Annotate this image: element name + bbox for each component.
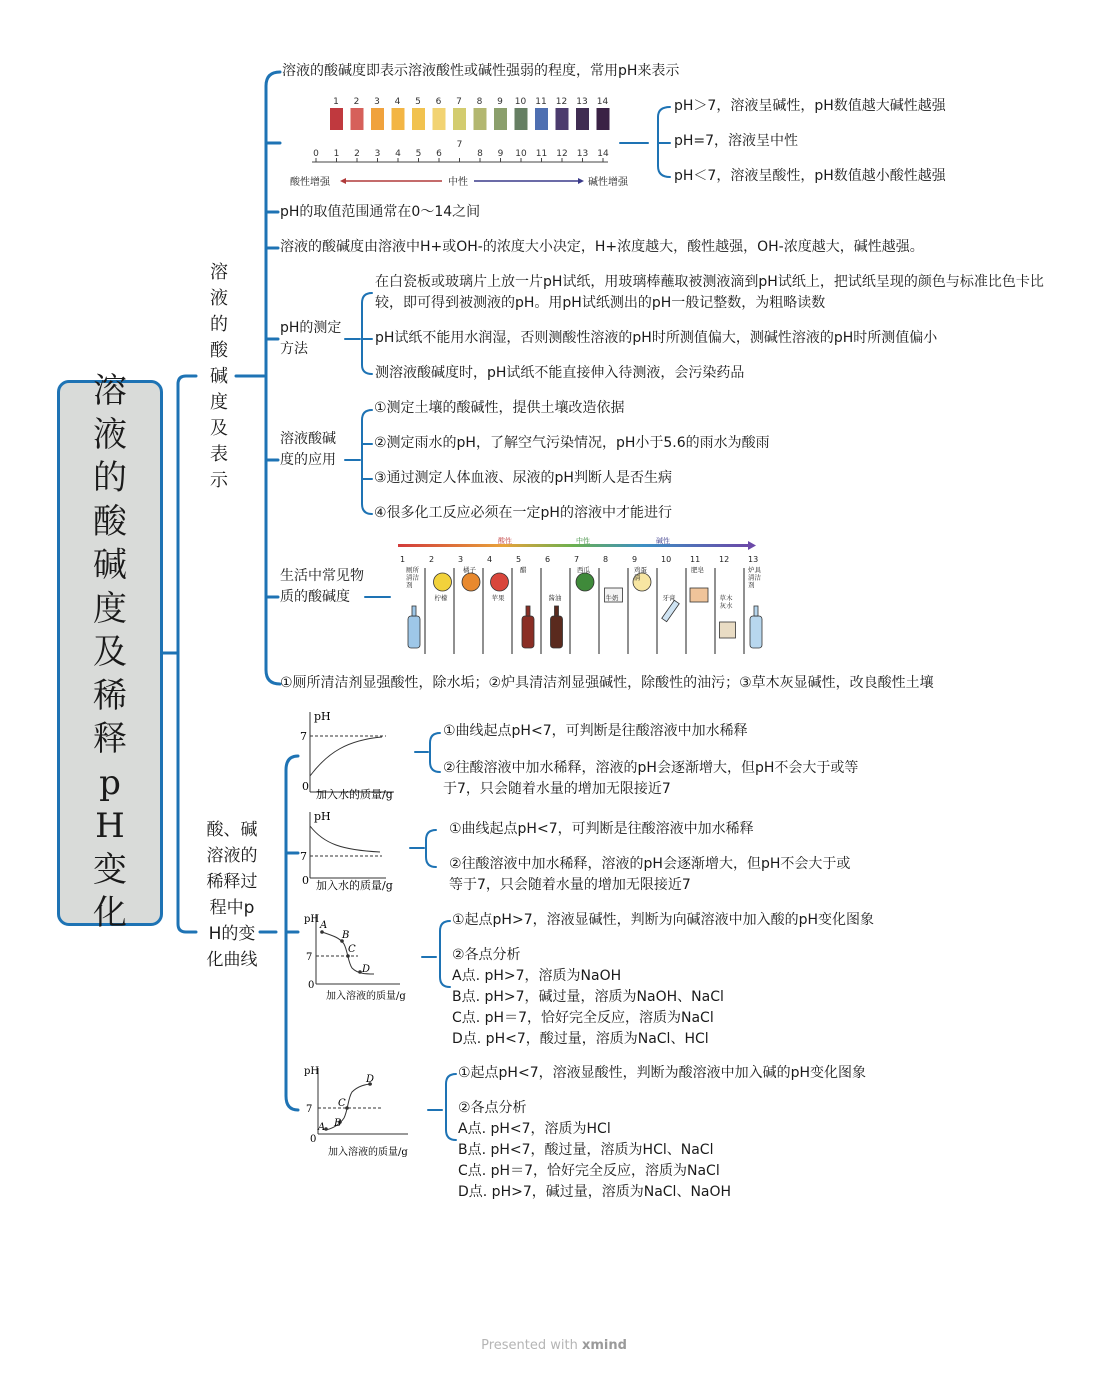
ph-swatch — [515, 108, 528, 130]
chart1-ylabel: pH — [314, 710, 331, 723]
substance-bottle-neck — [555, 606, 559, 616]
chart3-origin: 0 — [308, 980, 315, 991]
method-item-3[interactable]: 测溶液酸碱度时，pH试纸不能直接伸入待测液，会污染药品 — [375, 365, 745, 381]
substance-fruit — [491, 573, 509, 591]
ph-scale-number: 6 — [435, 97, 442, 107]
substance-label: 西瓜 — [577, 566, 590, 574]
chart-acid-dilution-1 — [298, 708, 416, 800]
chart3-point-d: D — [362, 964, 371, 975]
ph-swatch — [330, 108, 343, 130]
ph-scale-number: 7 — [456, 97, 462, 107]
ph-axis-label: 10 — [515, 149, 527, 159]
chart2-y7: 7 — [300, 850, 307, 863]
substance-label: 牙膏 — [662, 594, 676, 602]
chart-acid-dilution-2 — [298, 808, 410, 892]
base-label: 碱性增强 — [588, 177, 628, 188]
chart2-origin: 0 — [302, 874, 309, 887]
substance-fruit — [462, 573, 480, 591]
ph-scale-number: 12 — [555, 97, 568, 107]
ph-axis-label: 2 — [354, 149, 360, 159]
chart4-item-4[interactable]: B点. pH<7，酸过量，溶质为HCl、NaCl — [458, 1142, 714, 1158]
ph-axis-label: 11 — [535, 149, 548, 159]
chart-acid-dilution-2-graphic — [298, 808, 410, 892]
common-scale-number: 2 — [429, 555, 435, 564]
chart3-xlabel: 加入溶液的质量/g — [326, 991, 406, 1002]
ph-axis-label: 4 — [395, 149, 401, 159]
footer-brand: xmind — [581, 1338, 627, 1353]
common-scale-number: 4 — [487, 555, 493, 564]
substance-bottle-neck — [754, 606, 758, 616]
substance-bottle-neck — [412, 606, 416, 616]
chart4-item-6[interactable]: D点. pH>7，碱过量，溶质为NaCl、NaOH — [458, 1184, 732, 1200]
cleaning-text[interactable]: ①厕所清洁剂显强酸性，除水垢；②炉具清洁剂显强碱性，除酸性的油污；③草木灰显碱性，改良酸性土壤 — [280, 675, 934, 691]
definition-text[interactable]: 溶液的酸碱度即表示溶液酸性或碱性强弱的程度，常用pH来表示 — [282, 63, 680, 79]
chart4-origin: 0 — [310, 1134, 317, 1145]
chart3-item-1[interactable]: ①起点pH>7，溶液显碱性，判断为向碱溶液中加入酸的pH变化图象 — [452, 912, 875, 928]
ph-axis-label: 12 — [556, 149, 568, 159]
common-substances-image — [394, 538, 762, 660]
substance-label: 醋 — [520, 566, 527, 574]
ph-swatch — [392, 108, 405, 130]
ph-swatch — [474, 108, 487, 130]
common-scale-number: 3 — [458, 555, 464, 564]
chart4-item-2[interactable]: ②各点分析 — [458, 1100, 527, 1116]
substance-box — [690, 588, 708, 602]
common-scale-number: 13 — [748, 555, 759, 564]
ph-scale-number: 10 — [514, 97, 527, 107]
chart4-y7: 7 — [306, 1104, 313, 1115]
root-topic[interactable] — [57, 371, 163, 934]
substance-label: 橘子 — [463, 566, 476, 574]
chart-base-plus-acid-graphic — [304, 908, 422, 1004]
chart3-item-2[interactable]: ②各点分析 — [452, 947, 521, 963]
ph-scale-image — [284, 90, 628, 190]
ph-swatch — [576, 108, 589, 130]
ph-axis-label: 8 — [477, 149, 483, 159]
chart3-point-c: C — [348, 944, 356, 955]
substance-label: 柠檬 — [434, 594, 448, 602]
chart3-item-5[interactable]: C点. pH＝7，恰好完全反应，溶质为NaCl — [452, 1010, 714, 1026]
substance-label: 肥皂 — [691, 566, 704, 574]
ph-axis-label: 1 — [333, 149, 340, 159]
chart-base-plus-acid — [304, 908, 422, 1004]
common-scale-number: 10 — [661, 555, 672, 564]
ph-axis-label: 0 — [313, 149, 319, 159]
substance-bottle — [551, 616, 563, 648]
chart4-point-d: D — [366, 1074, 375, 1085]
ph-axis-label: 14 — [597, 149, 609, 159]
chart3-y7: 7 — [306, 952, 313, 963]
ph-scale-number: 11 — [535, 97, 547, 107]
chart4-point-c: C — [338, 1098, 346, 1109]
chart3-ylabel: pH — [304, 914, 320, 925]
acid-arrowhead — [340, 178, 346, 184]
common-scale-number: 1 — [400, 555, 406, 564]
ph-axis-label: 6 — [436, 149, 442, 159]
chart3-point-b: B — [342, 930, 350, 941]
substance-label: 鸡蛋清 — [634, 566, 647, 582]
chart4-point-b: B — [334, 1118, 342, 1129]
chart-acid-plus-base — [304, 1062, 428, 1162]
chart-acid-dilution-1-graphic — [298, 708, 416, 800]
chart1-xlabel: 加入水的质量/g — [316, 788, 393, 801]
chart1-y7: 7 — [300, 730, 307, 743]
ph-scale-number: 3 — [374, 97, 380, 107]
ph-rule-acidic[interactable]: pH＜7，溶液呈酸性，pH数值越小酸性越强 — [674, 168, 946, 184]
substance-bottle — [408, 616, 420, 648]
ph-scale-number: 5 — [415, 97, 421, 107]
substance-label: 酱油 — [548, 594, 562, 602]
application-item-2[interactable]: ②测定雨水的pH，了解空气污染情况，pH小于5.6的雨水为酸雨 — [374, 435, 770, 451]
substance-bottle-neck — [526, 606, 530, 616]
ph-swatch — [453, 108, 466, 130]
ph-scale-number: 2 — [353, 97, 360, 107]
substance-label: 炉具清洁剂 — [748, 566, 761, 589]
common-scale-number: 9 — [632, 555, 638, 564]
footer-prefix: Presented with — [481, 1338, 578, 1353]
ph-swatch — [433, 108, 446, 130]
ph-axis-label: 3 — [374, 149, 381, 159]
substance-label: 苹果 — [491, 594, 505, 602]
chart3-item-3[interactable]: A点. pH>7，溶质为NaOH — [452, 968, 622, 984]
branch-title-dilution[interactable]: 酸、碱溶液的稀释过程中pH的变化曲线 — [206, 820, 258, 970]
ph-range-text[interactable]: pH的取值范围通常在0～14之间 — [280, 204, 481, 220]
chart1-item-1[interactable]: ①曲线起点pH<7，可判断是往酸溶液中加水稀释 — [443, 723, 748, 739]
ph-axis-label: 7 — [456, 140, 463, 150]
common-acid-label: 酸性 — [498, 537, 512, 545]
application-item-1[interactable]: ①测定土壤的酸碱性，提供土壤改造依据 — [374, 400, 625, 416]
chart3-point-a: A — [320, 920, 328, 931]
application-item-3[interactable]: ③通过测定人体血液、尿液的pH判断人是否生病 — [374, 470, 672, 486]
base-arrowhead — [578, 178, 584, 184]
ph-axis-label: 9 — [497, 149, 504, 159]
ph-swatch — [597, 108, 610, 130]
ph-scale-number: 4 — [394, 97, 401, 107]
ph-swatch — [556, 108, 569, 130]
substance-bottle — [522, 616, 534, 648]
ph-scale-number: 8 — [476, 97, 483, 107]
chart2-item-2[interactable]: ②往酸溶液中加水稀释，溶液的pH会逐渐增大，但pH不会大于或等于7，只会随着水量的增加无限接近7 — [449, 856, 851, 893]
method-label[interactable]: pH的测定方法 — [280, 320, 342, 357]
ph-swatch — [412, 108, 425, 130]
ph-cause-text[interactable]: 溶液的酸碱度由溶液中H+或OH-的浓度大小决定，H+浓度越大，酸性越强，OH-浓度越大，碱性越强。 — [280, 239, 924, 255]
substance-fruit — [576, 573, 594, 591]
chart2-item-1[interactable]: ①曲线起点pH<7，可判断是往酸溶液中加水稀释 — [449, 821, 754, 837]
common-scale-number: 8 — [603, 555, 609, 564]
method-item-2[interactable]: pH试纸不能用水润湿，否则测酸性溶液的pH时所测值偏大，测碱性溶液的pH时所测值偏小 — [375, 330, 938, 346]
common-scale-number: 6 — [545, 555, 551, 564]
common-substances-graphic — [394, 538, 762, 660]
ph-axis-label: 13 — [576, 149, 589, 159]
substance-bottle — [750, 616, 762, 648]
common-scale-number: 11 — [690, 555, 701, 564]
substance-label: 牛奶 — [605, 594, 619, 602]
application-item-4[interactable]: ④很多化工反应必须在一定pH的溶液中才能进行 — [374, 505, 672, 521]
ph-axis-label: 5 — [415, 149, 422, 159]
chart2-xlabel: 加入水的质量/g — [316, 879, 393, 892]
ph-scale-number: 13 — [576, 97, 588, 107]
substance-tube — [662, 600, 680, 621]
ph-swatch — [351, 108, 364, 130]
chart4-point-a: A — [318, 1122, 326, 1133]
chart4-item-5[interactable]: C点. pH＝7，恰好完全反应，溶质为NaCl — [458, 1163, 720, 1179]
common-scale-number: 7 — [574, 555, 580, 564]
ph-swatch — [535, 108, 548, 130]
chart3-item-6[interactable]: D点. pH<7，酸过量，溶质为NaCl、HCl — [452, 1031, 709, 1047]
chart2-ylabel: pH — [314, 810, 331, 823]
chart4-item-3[interactable]: A点. pH<7，溶质为HCl — [458, 1121, 611, 1137]
substance-cup — [720, 622, 736, 638]
acid-label: 酸性增强 — [290, 177, 330, 188]
common-neutral-label: 中性 — [576, 537, 590, 545]
chart4-item-1[interactable]: ①起点pH<7，溶液显酸性，判断为酸溶液中加入碱的pH变化图象 — [458, 1065, 867, 1081]
common-scale-number: 5 — [516, 555, 522, 564]
root-title: 溶液的酸碱度及稀释pH变化 — [93, 371, 127, 934]
application-label[interactable]: 溶液酸碱度的应用 — [280, 431, 336, 468]
method-item-1[interactable]: 在白瓷板或玻璃片上放一片pH试纸，用玻璃棒蘸取被测液滴到pH试纸上，把试纸呈现的颜色与标准比色卡比较，即可得到被测液的pH。用pH试纸测出的pH一般记整数，为粗略读数 — [375, 274, 1044, 311]
ph-swatch — [371, 108, 384, 130]
ph-scale-number: 14 — [596, 97, 609, 107]
substance-fruit — [434, 573, 452, 591]
footer-watermark — [0, 1338, 1108, 1353]
common-label[interactable]: 生活中常见物质的酸碱度 — [280, 568, 364, 605]
ph-rule-neutral[interactable]: pH=7，溶液呈中性 — [674, 133, 799, 149]
ph-scale-number: 1 — [333, 97, 339, 107]
substance-label: 厕所清洁剂 — [406, 566, 419, 589]
chart4-xlabel: 加入溶液的质量/g — [328, 1147, 408, 1158]
chart1-item-2[interactable]: ②往酸溶液中加水稀释，溶液的pH会逐渐增大，但pH不会大于或等于7，只会随着水量的增加无限接近7 — [443, 760, 859, 797]
chart4-ylabel: pH — [304, 1066, 320, 1077]
ph-scale-number: 9 — [497, 97, 503, 107]
neutral-label: 中性 — [448, 177, 468, 188]
ph-scale-graphic — [284, 90, 628, 190]
chart1-origin: 0 — [302, 780, 309, 793]
ph-swatch — [494, 108, 507, 130]
chart-acid-plus-base-graphic — [304, 1062, 428, 1162]
common-scale-number: 12 — [719, 555, 730, 564]
common-base-label: 碱性 — [656, 537, 670, 545]
substance-label: 草木灰水 — [719, 594, 733, 610]
branch-title-acidity[interactable]: 溶液的酸碱度及表示 — [210, 262, 228, 491]
ph-rule-basic[interactable]: pH＞7，溶液呈碱性，pH数值越大碱性越强 — [674, 98, 946, 114]
common-scale-bar — [398, 544, 748, 547]
common-scale-arrowhead — [748, 541, 756, 550]
chart3-item-4[interactable]: B点. pH>7，碱过量，溶质为NaOH、NaCl — [452, 989, 724, 1005]
